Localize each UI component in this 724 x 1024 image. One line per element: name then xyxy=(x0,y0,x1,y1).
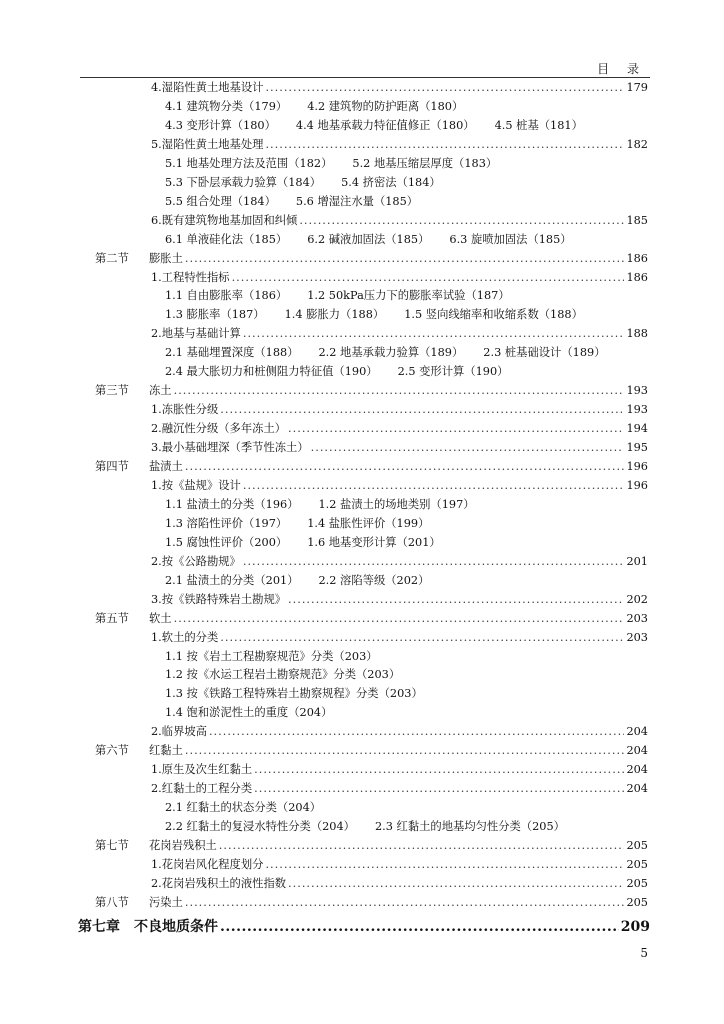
toc-entry[interactable] xyxy=(151,874,648,893)
toc-entry-title: 污染土 xyxy=(149,895,183,909)
section-label: 第四节 xyxy=(95,460,129,473)
toc-page-number: 196 xyxy=(626,478,648,492)
toc-subsection[interactable]: 2.1 红黏土的状态分类（204） xyxy=(165,801,322,815)
section-label: 第八节 xyxy=(95,895,129,909)
chapter-title: 不良地质条件 xyxy=(134,919,218,935)
toc-subsections xyxy=(165,230,592,249)
toc-subsections xyxy=(165,817,585,836)
toc-row xyxy=(0,135,724,154)
dot-leader xyxy=(174,609,625,628)
running-header: 目 录 xyxy=(597,62,646,76)
toc-subsections xyxy=(165,305,603,324)
toc-page-number: 185 xyxy=(626,213,648,227)
toc-entry[interactable] xyxy=(151,628,648,647)
toc-row xyxy=(0,552,724,571)
toc-row xyxy=(0,703,724,722)
toc-row xyxy=(0,665,724,684)
toc-entry[interactable] xyxy=(151,211,648,230)
toc-row xyxy=(0,779,724,798)
toc-entry[interactable] xyxy=(149,249,648,268)
toc-subsections xyxy=(165,154,517,173)
toc-row xyxy=(0,211,724,230)
toc-page-number: 205 xyxy=(626,839,648,852)
toc-entry[interactable] xyxy=(151,722,648,741)
toc-subsections xyxy=(165,514,449,533)
toc-subsection[interactable]: 5.1 地基处理方法及范围（182） xyxy=(165,156,333,170)
toc-row xyxy=(0,419,724,438)
toc-subsections xyxy=(165,703,352,722)
toc-row xyxy=(0,684,724,703)
toc-subsections xyxy=(165,286,530,305)
toc-subsection[interactable]: 2.2 溶陷等级（202） xyxy=(318,573,430,587)
toc-entry-title: 2.花岗岩残积土的液性指数 xyxy=(151,876,287,890)
toc-entry[interactable] xyxy=(149,457,648,476)
toc-row xyxy=(0,268,724,287)
toc-subsection[interactable]: 4.4 地基承载力特征值修正（180） xyxy=(295,118,475,132)
toc-entry-title: 3.最小基础埋深（季节性冻土） xyxy=(151,441,309,455)
toc-entry-title: 2.按《公路勘规》 xyxy=(151,554,241,568)
toc-subsections xyxy=(165,798,341,817)
toc-subsection[interactable]: 5.3 下卧层承载力验算（184） xyxy=(165,175,322,189)
toc-subsection[interactable]: 5.4 挤密法（184） xyxy=(341,175,441,189)
toc-page-number: 195 xyxy=(626,441,648,455)
toc-page-number: 186 xyxy=(626,251,648,265)
toc-subsection[interactable]: 2.3 红黏土的地基均匀性分类（205） xyxy=(374,820,565,834)
toc-page-number: 193 xyxy=(626,403,648,417)
toc-page-number: 194 xyxy=(626,422,648,436)
toc-page-number: 186 xyxy=(626,270,648,284)
toc-entry-title: 1.按《盐规》设计 xyxy=(151,478,241,492)
toc-subsections xyxy=(165,665,420,684)
toc-entry[interactable] xyxy=(149,893,648,912)
toc-subsection[interactable]: 6.3 旋喷加固法（185） xyxy=(449,232,572,246)
toc-subsection[interactable]: 1.4 饱和淤泥性土的重度（204） xyxy=(165,706,333,720)
toc-row xyxy=(0,817,724,836)
dot-leader xyxy=(288,590,624,609)
toc-subsections xyxy=(165,571,449,590)
toc-subsection[interactable]: 1.2 50kPa压力下的膨胀率试验（187） xyxy=(307,289,510,303)
toc-entry[interactable] xyxy=(151,78,648,97)
dot-leader xyxy=(185,457,625,476)
toc-subsection[interactable]: 5.2 地基压缩层厚度（183） xyxy=(352,156,498,170)
toc-page-number: 188 xyxy=(626,327,648,341)
toc-subsection[interactable]: 1.2 按《水运工程岩土勘察规范》分类（203） xyxy=(165,668,401,682)
toc-row xyxy=(0,305,724,324)
page-number: 5 xyxy=(640,946,648,960)
toc-row xyxy=(0,97,724,116)
toc-row xyxy=(0,798,724,817)
toc-entry[interactable] xyxy=(151,135,648,154)
toc-subsection[interactable]: 1.3 膨胀率（187） xyxy=(165,308,265,322)
toc-entry[interactable] xyxy=(149,609,648,628)
toc-entry[interactable] xyxy=(149,836,648,855)
toc-row xyxy=(0,874,724,893)
toc-row xyxy=(0,324,724,343)
toc-subsection[interactable]: 4.5 桩基（181） xyxy=(494,118,583,132)
toc-subsection[interactable]: 4.2 建筑物的防护距离（180） xyxy=(307,99,464,113)
toc-row xyxy=(0,230,724,249)
toc-row xyxy=(0,476,724,495)
dot-leader xyxy=(219,836,625,855)
chapter-label: 第七章 xyxy=(78,919,120,935)
dot-leader xyxy=(185,893,625,912)
toc-entry[interactable] xyxy=(151,268,648,287)
toc-row xyxy=(0,154,724,173)
toc-page-number: 205 xyxy=(626,876,648,890)
dot-leader xyxy=(288,874,624,893)
toc-entry-title: 红黏土 xyxy=(149,744,183,758)
toc-entry[interactable] xyxy=(151,855,648,874)
dot-leader xyxy=(254,779,624,798)
toc-row xyxy=(0,514,724,533)
toc-page-number: 179 xyxy=(626,81,648,94)
toc-entry[interactable] xyxy=(151,438,648,457)
toc-subsection[interactable]: 1.4 盐胀性评价（199） xyxy=(307,516,430,530)
toc-page-number: 201 xyxy=(626,554,648,568)
toc-row xyxy=(0,438,724,457)
dot-leader xyxy=(243,476,625,495)
toc-subsections xyxy=(165,533,461,552)
toc-subsection[interactable]: 1.3 按《铁路工程特殊岩土勘察规程》分类（203） xyxy=(165,687,423,701)
section-label: 第五节 xyxy=(95,611,129,625)
toc-page-number: 205 xyxy=(626,857,648,871)
toc-entry-title: 4.湿陷性黄土地基设计 xyxy=(151,81,264,94)
toc-subsections xyxy=(165,116,603,135)
toc-page-number: 204 xyxy=(626,744,648,758)
section-label: 第二节 xyxy=(95,251,129,265)
toc-entry-title: 1.冻胀性分级 xyxy=(151,403,219,417)
toc-row xyxy=(0,381,724,400)
toc-subsection[interactable]: 2.2 地基承载力验算（189） xyxy=(318,346,464,360)
toc-row xyxy=(0,571,724,590)
toc-entry-title: 花岗岩残积土 xyxy=(149,839,217,852)
toc-entry[interactable] xyxy=(151,419,648,438)
toc-row xyxy=(0,362,724,381)
toc-subsection[interactable]: 1.6 地基变形计算（201） xyxy=(307,535,441,549)
toc-subsection[interactable]: 1.1 按《岩土工程勘察规范》分类（203） xyxy=(165,649,378,663)
toc-row xyxy=(0,533,724,552)
toc-entry-title: 6.既有建筑物地基加固和纠倾 xyxy=(151,213,298,227)
toc-entry-title: 1.工程特性指标 xyxy=(151,270,230,284)
toc-subsection[interactable]: 1.2 盐渍土的场地类别（197） xyxy=(318,497,475,511)
dot-leader xyxy=(243,324,625,343)
toc-row xyxy=(0,590,724,609)
section-label: 第六节 xyxy=(95,744,129,758)
toc-row xyxy=(0,836,724,855)
toc-subsection[interactable]: 2.3 桩基础设计（189） xyxy=(483,346,606,360)
toc-row xyxy=(0,647,724,666)
toc-entry-title: 2.地基与基础计算 xyxy=(151,327,241,341)
toc-row xyxy=(0,400,724,419)
dot-leader xyxy=(299,211,624,230)
toc-row xyxy=(0,457,724,476)
dot-leader xyxy=(174,381,625,400)
toc-row xyxy=(0,893,724,912)
dot-leader xyxy=(265,855,624,874)
toc-entry[interactable] xyxy=(151,400,648,419)
toc-row xyxy=(0,173,724,192)
dot-leader xyxy=(220,916,619,938)
toc-entry-title: 1.花岗岩风化程度划分 xyxy=(151,857,264,871)
toc-subsection[interactable]: 5.5 组合处理（184） xyxy=(165,194,276,208)
toc-entry[interactable] xyxy=(149,741,648,760)
toc-subsection[interactable]: 6.1 单液硅化法（185） xyxy=(165,232,288,246)
toc-subsection[interactable]: 1.5 竖向线缩率和收缩系数（188） xyxy=(404,308,583,322)
dot-leader xyxy=(265,135,624,154)
toc-subsection[interactable]: 4.3 变形计算（180） xyxy=(165,118,276,132)
toc-entry[interactable] xyxy=(151,760,648,779)
chapter-page-number: 209 xyxy=(620,919,650,935)
toc-subsections xyxy=(165,192,438,211)
toc-subsection[interactable]: 2.2 红黏土的复浸水特性分类（204） xyxy=(165,820,355,834)
toc-row xyxy=(0,760,724,779)
toc-row xyxy=(0,855,724,874)
toc-entry[interactable] xyxy=(151,476,648,495)
toc-row xyxy=(0,249,724,268)
toc-row xyxy=(0,116,724,135)
toc-subsection[interactable]: 4.1 建筑物分类（179） xyxy=(165,99,288,113)
toc-entry[interactable] xyxy=(151,552,648,571)
dot-leader xyxy=(220,628,624,647)
toc-entry[interactable] xyxy=(151,590,648,609)
toc-subsection[interactable]: 6.2 碱液加固法（185） xyxy=(307,232,430,246)
toc-subsection[interactable]: 5.6 增湿注水量（185） xyxy=(295,194,419,208)
toc-subsections xyxy=(165,343,626,362)
toc-subsections xyxy=(165,97,483,116)
toc-subsections xyxy=(165,647,398,666)
toc-entry-title: 2.红黏土的工程分类 xyxy=(151,782,253,796)
section-label: 第七节 xyxy=(95,839,129,852)
toc-subsection[interactable]: 1.1 自由膨胀率（186） xyxy=(165,289,288,303)
toc-page-number: 204 xyxy=(626,725,648,739)
toc-page-number: 193 xyxy=(626,384,648,398)
dot-leader xyxy=(209,722,624,741)
toc-entry-title: 盐渍土 xyxy=(149,460,183,473)
toc-entry-title: 膨胀土 xyxy=(149,251,183,265)
dot-leader xyxy=(311,438,625,457)
toc-row xyxy=(0,286,724,305)
dot-leader xyxy=(243,552,625,571)
toc-entry-title: 2.融沉性分级（多年冻土） xyxy=(151,422,287,436)
chapter-entry[interactable] xyxy=(78,916,650,938)
toc-entry-title: 5.湿陷性黄土地基处理 xyxy=(151,137,264,151)
toc-subsection[interactable]: 1.3 溶陷性评价（197） xyxy=(165,516,288,530)
toc-entry-title: 冻土 xyxy=(149,384,172,398)
dot-leader xyxy=(254,760,624,779)
dot-leader xyxy=(220,400,624,419)
toc-entry[interactable] xyxy=(151,324,648,343)
toc-entry[interactable] xyxy=(149,381,648,400)
toc-page-number: 204 xyxy=(626,782,648,796)
section-label: 第三节 xyxy=(95,384,129,398)
toc-subsection[interactable]: 1.1 盐渍土的分类（196） xyxy=(165,497,299,511)
toc-page-number: 205 xyxy=(626,895,648,909)
toc-page-number: 182 xyxy=(626,137,648,151)
toc-subsections xyxy=(165,495,495,514)
toc-row xyxy=(0,722,724,741)
toc-subsection[interactable]: 2.5 变形计算（190） xyxy=(397,365,509,379)
toc-row xyxy=(0,78,724,97)
toc-entry-title: 1.原生及次生红黏土 xyxy=(151,763,253,777)
dot-leader xyxy=(288,419,624,438)
toc-subsection[interactable]: 2.4 最大胀切力和桩侧阻力特征值（190） xyxy=(165,365,378,379)
toc-entry-title: 1.软土的分类 xyxy=(151,630,219,644)
toc-entry-title: 软土 xyxy=(149,611,172,625)
toc-entry[interactable] xyxy=(151,779,648,798)
toc-row xyxy=(0,609,724,628)
toc-row xyxy=(0,495,724,514)
toc-subsections xyxy=(165,362,528,381)
toc-subsection[interactable]: 1.5 腐蚀性评价（200） xyxy=(165,535,288,549)
toc-subsection[interactable]: 2.1 基础埋置深度（188） xyxy=(165,346,299,360)
toc-subsection[interactable]: 2.1 盐渍土的分类（201） xyxy=(165,573,299,587)
toc-page-number: 203 xyxy=(626,630,648,644)
toc-page-number: 204 xyxy=(626,763,648,777)
dot-leader xyxy=(185,741,625,760)
toc-row xyxy=(0,741,724,760)
toc-page-number: 203 xyxy=(626,611,648,625)
toc-page-number: 202 xyxy=(626,592,648,606)
toc-subsections xyxy=(165,173,461,192)
dot-leader xyxy=(232,268,625,287)
dot-leader xyxy=(185,249,625,268)
toc-row xyxy=(0,628,724,647)
toc-subsection[interactable]: 1.4 膨胀力（188） xyxy=(284,308,385,322)
toc-entry-title: 2.临界坡高 xyxy=(151,725,207,739)
toc-row xyxy=(0,343,724,362)
toc-page-number: 196 xyxy=(626,460,648,473)
dot-leader xyxy=(265,78,624,97)
toc-row xyxy=(0,192,724,211)
toc-subsections xyxy=(165,684,443,703)
toc-entry-title: 3.按《铁路特殊岩土勘规》 xyxy=(151,592,287,606)
